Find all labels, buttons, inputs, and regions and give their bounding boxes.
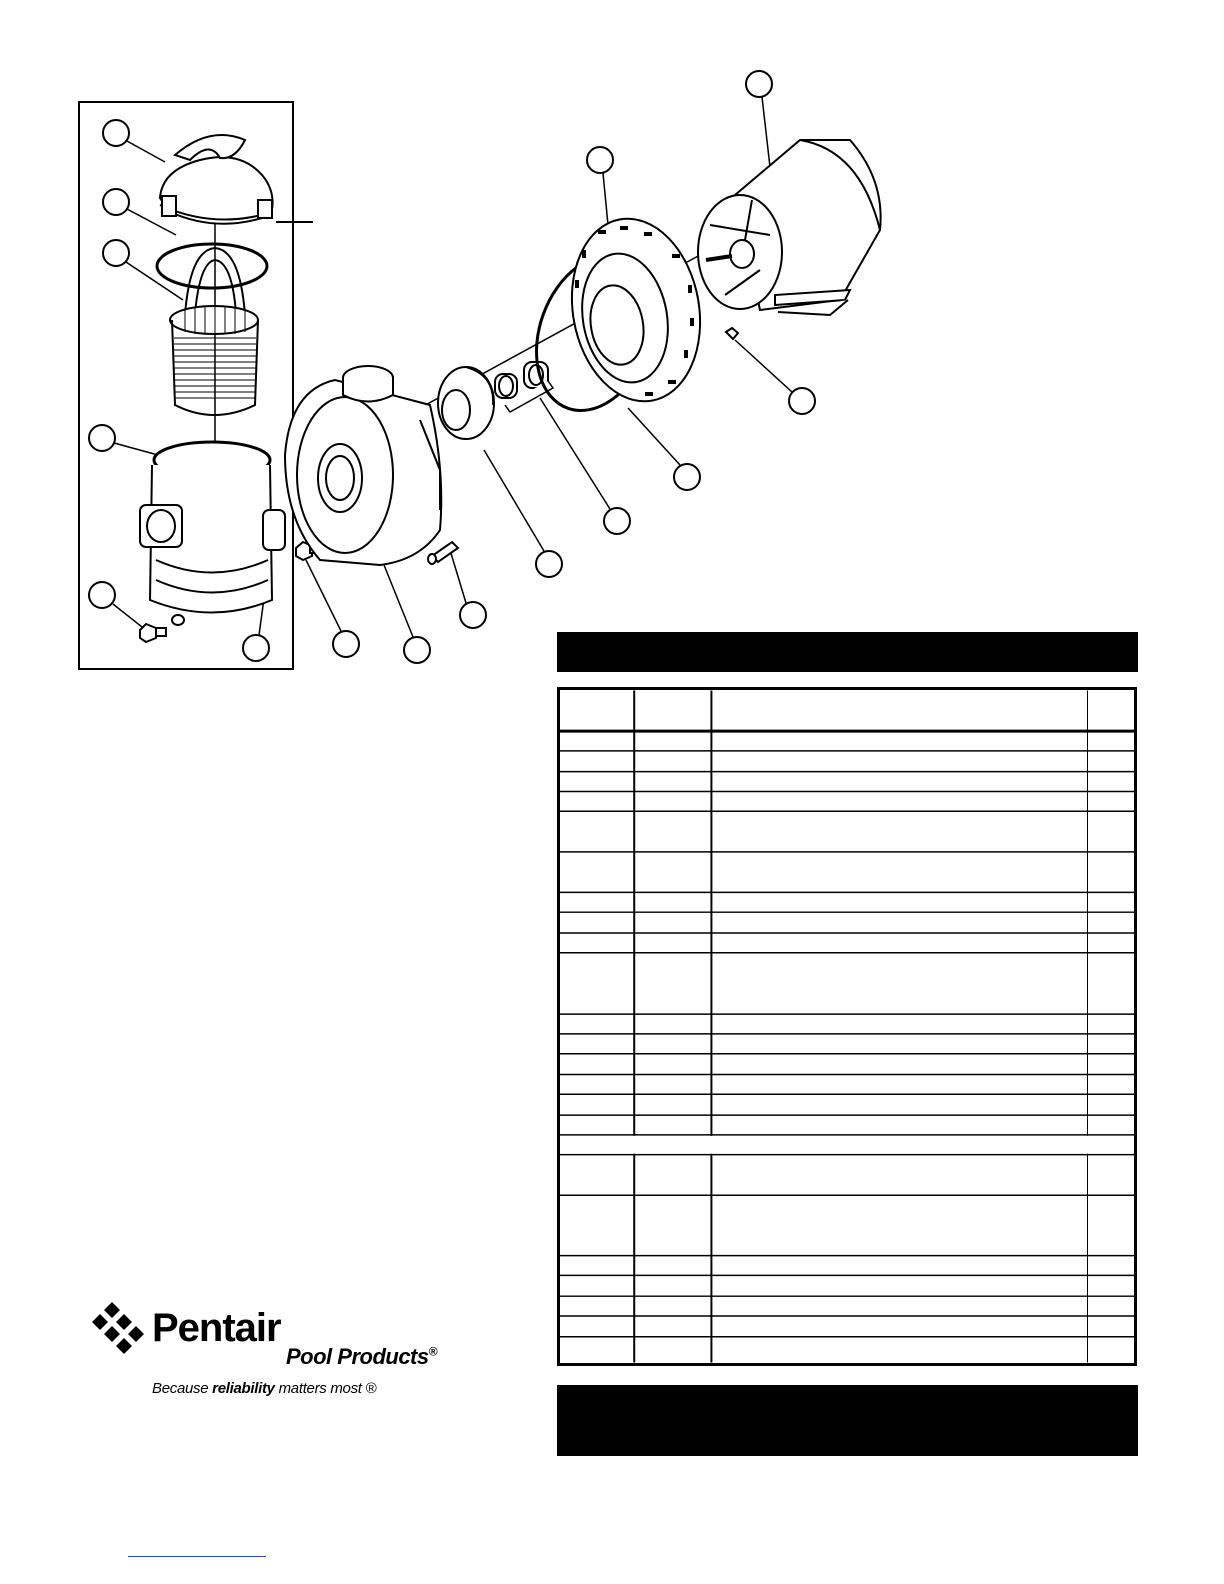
lid-oring	[157, 244, 267, 288]
callout-screw	[460, 602, 486, 628]
callout-basket	[103, 240, 129, 266]
pentair-logo-icon	[90, 1300, 146, 1360]
strainer-lid	[160, 135, 273, 224]
exploded-pump-diagram	[0, 0, 1224, 680]
section-divider-row	[561, 1136, 1133, 1154]
drain-plug-left	[140, 624, 166, 642]
parts-list-footer-bar	[557, 1385, 1138, 1456]
callout-seal-plate	[587, 147, 613, 173]
callout-drain-plug	[89, 582, 115, 608]
callout-lid-oring	[103, 189, 129, 215]
parts-table	[557, 687, 1137, 1366]
strainer-basket	[170, 248, 258, 415]
shaft-nut	[726, 328, 738, 339]
pentair-logo	[90, 1300, 450, 1410]
callout-trap-body	[89, 425, 115, 451]
pump-body	[285, 366, 441, 565]
footer-link[interactable]	[128, 1556, 266, 1557]
callout-impeller	[536, 551, 562, 577]
strainer-housing	[140, 442, 285, 625]
callout-drain-plug-2	[333, 631, 359, 657]
callout-trap-oring	[243, 635, 269, 661]
callout-seal-plate-oring	[674, 464, 700, 490]
motor	[698, 140, 881, 315]
row-rules	[560, 751, 1134, 1337]
seal-plate	[558, 208, 714, 411]
impeller	[438, 367, 494, 439]
callout-motor	[746, 71, 772, 97]
callout-pump-body	[404, 637, 430, 663]
brand-tagline: Because reliability matters most ®	[152, 1380, 377, 1397]
callout-seal	[604, 508, 630, 534]
callout-lid	[103, 120, 129, 146]
callout-nut	[789, 388, 815, 414]
brand-name: Pentair	[152, 1306, 281, 1350]
registered-mark: ®	[428, 1344, 437, 1359]
brand-subtitle: Pool Products®	[286, 1344, 437, 1369]
parts-list-header-bar	[557, 632, 1138, 672]
